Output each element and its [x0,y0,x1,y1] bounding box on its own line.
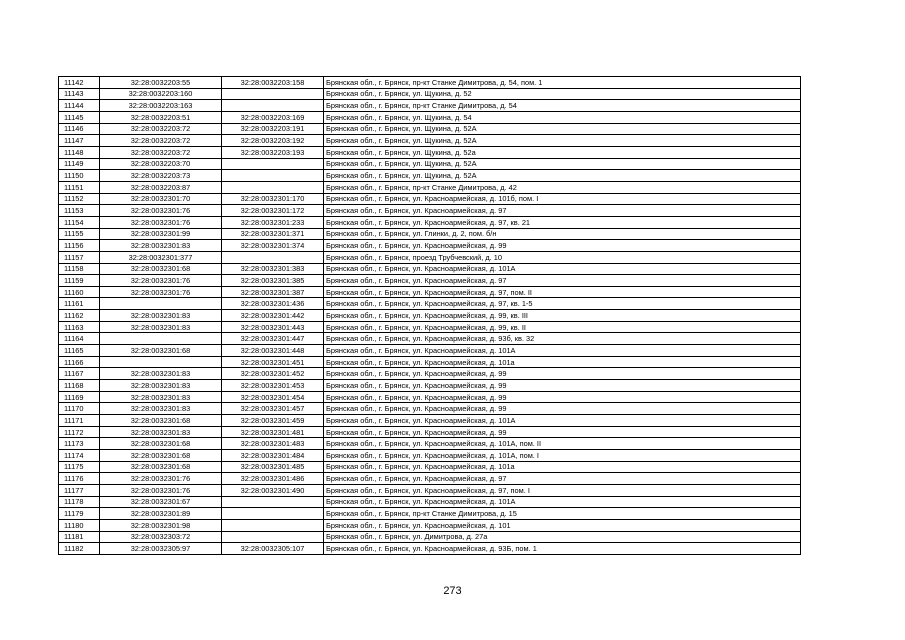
address-cell: Брянская обл., г. Брянск, ул. Красноармейская, д. 97, пом. II [324,286,801,298]
address-cell: Брянская обл., г. Брянск, ул. Красноармейская, д. 101А [324,415,801,427]
row-number-cell: 11160 [59,286,100,298]
object-cadastral-number-cell: 32:28:0032301:451 [222,356,324,368]
land-cadastral-number-cell: 32:28:0032301:68 [100,438,222,450]
address-cell: Брянская обл., г. Брянск, ул. Щукина, д. 52 [324,88,801,100]
object-cadastral-number-cell [222,519,324,531]
address-cell: Брянская обл., г. Брянск, пр-кт Станке Димитрова, д. 15 [324,508,801,520]
row-number-cell: 11173 [59,438,100,450]
row-number-cell: 11150 [59,170,100,182]
row-number-cell: 11157 [59,251,100,263]
row-number-cell: 11166 [59,356,100,368]
row-number-cell: 11170 [59,403,100,415]
registry-table-body [59,77,801,555]
table-row [59,415,801,427]
table-row [59,438,801,450]
table-row [59,461,801,473]
table-row [59,158,801,170]
object-cadastral-number-cell [222,531,324,543]
land-cadastral-number-cell: 32:28:0032203:73 [100,170,222,182]
table-row [59,77,801,89]
address-cell: Брянская обл., г. Брянск, ул. Щукина, д. 52А [324,170,801,182]
land-cadastral-number-cell: 32:28:0032301:76 [100,216,222,228]
table-row [59,193,801,205]
row-number-cell: 11162 [59,310,100,322]
address-cell: Брянская обл., г. Брянск, ул. Красноармейская, д. 101а [324,461,801,473]
object-cadastral-number-cell: 32:28:0032301:490 [222,484,324,496]
land-cadastral-number-cell: 32:28:0032203:72 [100,123,222,135]
address-cell: Брянская обл., г. Брянск, ул. Щукина, д. 52А [324,135,801,147]
table-row [59,146,801,158]
table-row [59,368,801,380]
object-cadastral-number-cell: 32:28:0032301:374 [222,240,324,252]
row-number-cell: 11178 [59,496,100,508]
land-cadastral-number-cell: 32:28:0032301:76 [100,473,222,485]
land-cadastral-number-cell: 32:28:0032203:72 [100,135,222,147]
address-cell: Брянская обл., г. Брянск, ул. Красноармейская, д. 99 [324,391,801,403]
land-cadastral-number-cell: 32:28:0032301:76 [100,286,222,298]
land-cadastral-number-cell: 32:28:0032203:70 [100,158,222,170]
object-cadastral-number-cell: 32:28:0032301:481 [222,426,324,438]
land-cadastral-number-cell: 32:28:0032301:83 [100,391,222,403]
row-number-cell: 11149 [59,158,100,170]
table-row [59,111,801,123]
table-row [59,531,801,543]
land-cadastral-number-cell: 32:28:0032301:68 [100,415,222,427]
row-number-cell: 11156 [59,240,100,252]
row-number-cell: 11153 [59,205,100,217]
table-row [59,251,801,263]
address-cell: Брянская обл., г. Брянск, ул. Красноармейская, д. 93б, кв. 32 [324,333,801,345]
object-cadastral-number-cell: 32:28:0032301:457 [222,403,324,415]
address-cell: Брянская обл., г. Брянск, ул. Красноармейская, д. 97 [324,205,801,217]
land-cadastral-number-cell: 32:28:0032301:83 [100,321,222,333]
land-cadastral-number-cell: 32:28:0032203:87 [100,181,222,193]
object-cadastral-number-cell: 32:28:0032301:483 [222,438,324,450]
address-cell: Брянская обл., г. Брянск, ул. Щукина, д. 54 [324,111,801,123]
object-cadastral-number-cell: 32:28:0032301:436 [222,298,324,310]
land-cadastral-number-cell: 32:28:0032301:83 [100,310,222,322]
land-cadastral-number-cell: 32:28:0032301:83 [100,426,222,438]
address-cell: Брянская обл., г. Брянск, проезд Трубчевский, д. 10 [324,251,801,263]
object-cadastral-number-cell: 32:28:0032301:383 [222,263,324,275]
table-row [59,240,801,252]
land-cadastral-number-cell: 32:28:0032301:76 [100,275,222,287]
address-cell: Брянская обл., г. Брянск, ул. Димитрова, д. 27а [324,531,801,543]
address-cell: Брянская обл., г. Брянск, ул. Щукина, д. 52а [324,146,801,158]
row-number-cell: 11147 [59,135,100,147]
address-cell: Брянская обл., г. Брянск, ул. Красноармейская, д. 93Б, пом. 1 [324,543,801,555]
land-cadastral-number-cell: 32:28:0032301:68 [100,450,222,462]
table-row [59,519,801,531]
row-number-cell: 11176 [59,473,100,485]
row-number-cell: 11182 [59,543,100,555]
page-number: 273 [443,585,462,597]
row-number-cell: 11174 [59,450,100,462]
row-number-cell: 11179 [59,508,100,520]
address-cell: Брянская обл., г. Брянск, ул. Красноармейская, д. 99 [324,240,801,252]
address-cell: Брянская обл., г. Брянск, пр-кт Станке Димитрова, д. 54 [324,100,801,112]
object-cadastral-number-cell: 32:28:0032203:158 [222,77,324,89]
object-cadastral-number-cell: 32:28:0032203:192 [222,135,324,147]
table-row [59,391,801,403]
table-row [59,135,801,147]
address-cell: Брянская обл., г. Брянск, ул. Красноармейская, д. 101б, пом. I [324,193,801,205]
table-row [59,263,801,275]
table-row [59,484,801,496]
table-row [59,473,801,485]
land-cadastral-number-cell: 32:28:0032203:51 [100,111,222,123]
land-cadastral-number-cell: 32:28:0032301:68 [100,461,222,473]
object-cadastral-number-cell: 32:28:0032301:442 [222,310,324,322]
table-row [59,403,801,415]
address-cell: Брянская обл., г. Брянск, ул. Красноармейская, д. 101А, пом. I [324,450,801,462]
object-cadastral-number-cell: 32:28:0032301:387 [222,286,324,298]
table-row [59,100,801,112]
table-row [59,345,801,357]
table-row [59,123,801,135]
row-number-cell: 11181 [59,531,100,543]
table-row [59,298,801,310]
address-cell: Брянская обл., г. Брянск, ул. Щукина, д. 52А [324,123,801,135]
object-cadastral-number-cell: 32:28:0032301:484 [222,450,324,462]
object-cadastral-number-cell: 32:28:0032301:170 [222,193,324,205]
object-cadastral-number-cell [222,508,324,520]
row-number-cell: 11163 [59,321,100,333]
address-cell: Брянская обл., г. Брянск, ул. Красноармейская, д. 101А [324,496,801,508]
object-cadastral-number-cell: 32:28:0032301:485 [222,461,324,473]
row-number-cell: 11161 [59,298,100,310]
object-cadastral-number-cell: 32:28:0032203:169 [222,111,324,123]
address-cell: Брянская обл., г. Брянск, ул. Красноармейская, д. 99 [324,403,801,415]
table-row [59,450,801,462]
row-number-cell: 11164 [59,333,100,345]
table-row [59,181,801,193]
land-cadastral-number-cell: 32:28:0032301:377 [100,251,222,263]
address-cell: Брянская обл., г. Брянск, ул. Щукина, д. 52А [324,158,801,170]
land-cadastral-number-cell: 32:28:0032301:99 [100,228,222,240]
object-cadastral-number-cell [222,100,324,112]
row-number-cell: 11142 [59,77,100,89]
address-cell: Брянская обл., г. Брянск, ул. Красноармейская, д. 97, пом. I [324,484,801,496]
land-cadastral-number-cell: 32:28:0032301:83 [100,240,222,252]
row-number-cell: 11180 [59,519,100,531]
object-cadastral-number-cell [222,158,324,170]
land-cadastral-number-cell: 32:28:0032203:72 [100,146,222,158]
object-cadastral-number-cell: 32:28:0032301:459 [222,415,324,427]
row-number-cell: 11167 [59,368,100,380]
object-cadastral-number-cell: 32:28:0032301:486 [222,473,324,485]
address-cell: Брянская обл., г. Брянск, ул. Красноармейская, д. 99 [324,380,801,392]
address-cell: Брянская обл., г. Брянск, ул. Красноармейская, д. 97, кв. 21 [324,216,801,228]
land-cadastral-number-cell: 32:28:0032301:76 [100,484,222,496]
land-cadastral-number-cell: 32:28:0032301:83 [100,403,222,415]
land-cadastral-number-cell [100,298,222,310]
row-number-cell: 11152 [59,193,100,205]
row-number-cell: 11165 [59,345,100,357]
object-cadastral-number-cell [222,170,324,182]
address-cell: Брянская обл., г. Брянск, ул. Красноармейская, д. 99, кв. II [324,321,801,333]
address-cell: Брянская обл., г. Брянск, ул. Красноармейская, д. 99 [324,368,801,380]
row-number-cell: 11146 [59,123,100,135]
table-row [59,310,801,322]
object-cadastral-number-cell: 32:28:0032301:454 [222,391,324,403]
row-number-cell: 11144 [59,100,100,112]
table-row [59,356,801,368]
land-cadastral-number-cell: 32:28:0032203:160 [100,88,222,100]
land-cadastral-number-cell: 32:28:0032301:68 [100,263,222,275]
object-cadastral-number-cell: 32:28:0032301:172 [222,205,324,217]
object-cadastral-number-cell: 32:28:0032301:447 [222,333,324,345]
row-number-cell: 11158 [59,263,100,275]
land-cadastral-number-cell [100,356,222,368]
row-number-cell: 11175 [59,461,100,473]
object-cadastral-number-cell: 32:28:0032301:385 [222,275,324,287]
table-row [59,228,801,240]
table-row [59,88,801,100]
table-row [59,333,801,345]
object-cadastral-number-cell: 32:28:0032301:452 [222,368,324,380]
land-cadastral-number-cell: 32:28:0032301:89 [100,508,222,520]
address-cell: Брянская обл., г. Брянск, ул. Красноармейская, д. 99, кв. III [324,310,801,322]
address-cell: Брянская обл., г. Брянск, пр-кт Станке Димитрова, д. 54, пом. 1 [324,77,801,89]
land-cadastral-number-cell: 32:28:0032203:55 [100,77,222,89]
object-cadastral-number-cell: 32:28:0032301:453 [222,380,324,392]
table-row [59,380,801,392]
address-cell: Брянская обл., г. Брянск, ул. Красноармейская, д. 101 [324,519,801,531]
address-cell: Брянская обл., г. Брянск, ул. Красноармейская, д. 101А [324,263,801,275]
land-cadastral-number-cell: 32:28:0032301:98 [100,519,222,531]
object-cadastral-number-cell: 32:28:0032203:191 [222,123,324,135]
object-cadastral-number-cell: 32:28:0032305:107 [222,543,324,555]
object-cadastral-number-cell: 32:28:0032301:371 [222,228,324,240]
land-cadastral-number-cell: 32:28:0032301:76 [100,205,222,217]
object-cadastral-number-cell [222,88,324,100]
row-number-cell: 11168 [59,380,100,392]
object-cadastral-number-cell: 32:28:0032203:193 [222,146,324,158]
table-row [59,496,801,508]
land-cadastral-number-cell [100,333,222,345]
object-cadastral-number-cell: 32:28:0032301:443 [222,321,324,333]
row-number-cell: 11155 [59,228,100,240]
row-number-cell: 11172 [59,426,100,438]
land-cadastral-number-cell: 32:28:0032301:68 [100,345,222,357]
row-number-cell: 11143 [59,88,100,100]
table-row [59,205,801,217]
object-cadastral-number-cell: 32:28:0032301:448 [222,345,324,357]
table-row [59,426,801,438]
registry-table [58,76,801,555]
table-row [59,275,801,287]
address-cell: Брянская обл., г. Брянск, ул. Глинки, д. 2, пом. б/н [324,228,801,240]
land-cadastral-number-cell: 32:28:0032303:72 [100,531,222,543]
object-cadastral-number-cell [222,181,324,193]
object-cadastral-number-cell [222,251,324,263]
address-cell: Брянская обл., г. Брянск, ул. Красноармейская, д. 97 [324,275,801,287]
row-number-cell: 11148 [59,146,100,158]
table-row [59,508,801,520]
row-number-cell: 11159 [59,275,100,287]
table-row [59,286,801,298]
land-cadastral-number-cell: 32:28:0032203:163 [100,100,222,112]
row-number-cell: 11154 [59,216,100,228]
row-number-cell: 11171 [59,415,100,427]
address-cell: Брянская обл., г. Брянск, ул. Красноармейская, д. 101А, пом. II [324,438,801,450]
table-row [59,321,801,333]
table-row [59,170,801,182]
row-number-cell: 11169 [59,391,100,403]
object-cadastral-number-cell [222,496,324,508]
land-cadastral-number-cell: 32:28:0032301:67 [100,496,222,508]
row-number-cell: 11145 [59,111,100,123]
land-cadastral-number-cell: 32:28:0032305:97 [100,543,222,555]
address-cell: Брянская обл., г. Брянск, ул. Красноармейская, д. 97 [324,473,801,485]
table-row [59,216,801,228]
address-cell: Брянская обл., г. Брянск, ул. Красноармейская, д. 97, кв. 1-5 [324,298,801,310]
table-row [59,543,801,555]
row-number-cell: 11151 [59,181,100,193]
address-cell: Брянская обл., г. Брянск, ул. Красноармейская, д. 99 [324,426,801,438]
address-cell: Брянская обл., г. Брянск, ул. Красноармейская, д. 101а [324,356,801,368]
object-cadastral-number-cell: 32:28:0032301:233 [222,216,324,228]
land-cadastral-number-cell: 32:28:0032301:83 [100,368,222,380]
address-cell: Брянская обл., г. Брянск, пр-кт Станке Димитрова, д. 42 [324,181,801,193]
land-cadastral-number-cell: 32:28:0032301:83 [100,380,222,392]
row-number-cell: 11177 [59,484,100,496]
address-cell: Брянская обл., г. Брянск, ул. Красноармейская, д. 101А [324,345,801,357]
land-cadastral-number-cell: 32:28:0032301:70 [100,193,222,205]
